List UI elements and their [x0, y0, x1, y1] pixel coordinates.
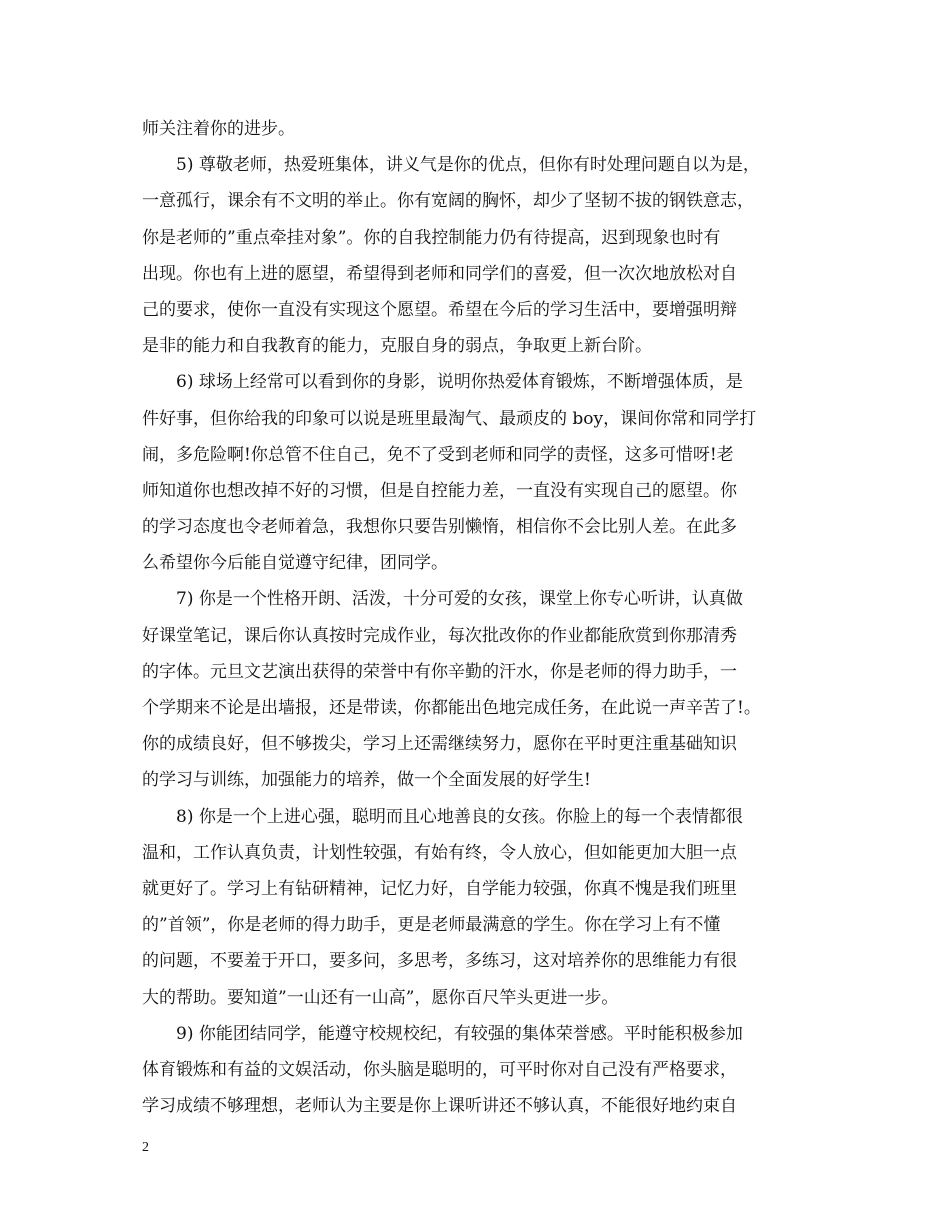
text-line: 的”首领”，你是老师的得力助手，更是老师最满意的学生。你在学习上有不懂 — [142, 915, 721, 936]
paragraph-5-first-line: 5) 尊敬老师，热爱班集体，讲义气是你的优点，但你有时处理问题自以为是， — [176, 155, 760, 176]
text-line: 的学习态度也令老师着急，我想你只要告别懒惰，相信你不会比别人差。在此多 — [142, 517, 737, 538]
text-line: 你是老师的”重点牵挂对象”。你的自我控制能力仍有待提高，迟到现象也时有 — [142, 227, 721, 248]
text-line: 的问题，不要羞于开口，要多问，多思考，多练习，这对培养你的思维能力有很 — [142, 951, 737, 972]
paragraph-9-first-line: 9) 你能团结同学，能遵守校规校纪，有较强的集体荣誉感。平时能积极参加 — [176, 1023, 743, 1044]
paragraph-6-first-line: 6) 球场上经常可以看到你的身影，说明你热爱体育锻炼，不断增强体质，是 — [176, 372, 743, 393]
text-line: 一意孤行，课余有不文明的举止。你有宽阔的胸怀，却少了坚韧不拔的钢铁意志， — [142, 191, 754, 212]
text-line: 师知道你也想改掉不好的习惯，但是自控能力差，一直没有实现自己的愿望。你 — [142, 480, 737, 501]
paragraph-7-first-line: 7) 你是一个性格开朗、活泼，十分可爱的女孩，课堂上你专心听讲，认真做 — [176, 589, 743, 610]
text-line: 好课堂笔记，课后你认真按时完成作业，每次批改你的作业都能欣赏到你那清秀 — [142, 625, 737, 646]
text-line: 的学习与训练，加强能力的培养，做一个全面发展的好学生! — [142, 770, 591, 791]
text-line: 学习成绩不够理想，老师认为主要是你上课听讲还不够认真，不能很好地约束自 — [142, 1096, 737, 1117]
text-line: 么希望你今后能自觉遵守纪律，团同学。 — [142, 553, 448, 574]
text-line: 温和，工作认真负责，计划性较强，有始有终，令人放心，但如能更加大胆一点 — [142, 842, 737, 863]
paragraph-8-first-line: 8) 你是一个上进心强，聪明而且心地善良的女孩。你脸上的每一个表情都很 — [176, 806, 743, 827]
text-line: 你的成绩良好，但不够拨尖，学习上还需继续努力，愿你在平时更注重基础知识 — [142, 734, 737, 755]
text-line: 的字体。元旦文艺演出获得的荣誉中有你辛勤的汗水，你是老师的得力助手，一 — [142, 661, 737, 682]
text-line: 个学期来不论是出墙报，还是带读，你都能出色地完成任务，在此说一声辛苦了!。 — [142, 698, 761, 718]
page-number: 2 — [142, 1140, 149, 1155]
text-line: 己的要求，使你一直没有实现这个愿望。希望在今后的学习生活中，要增强明辩 — [142, 299, 737, 320]
text-line: 师关注着你的进步。 — [142, 119, 295, 139]
text-line: 件好事，但你给我的印象可以说是班里最淘气、最顽皮的 boy，课间你常和同学打 — [142, 408, 757, 429]
text-line: 是非的能力和自我教育的能力，克服自身的弱点，争取更上新台阶。 — [142, 336, 652, 357]
body-text — [142, 111, 812, 1124]
text-line: 大的帮助。要知道”一山还有一山高”，愿你百尺竿头更进一步。 — [142, 987, 619, 1008]
text-line: 体育锻炼和有益的文娱活动，你头脑是聪明的，可平时你对自己没有严格要求， — [142, 1059, 737, 1080]
text-line: 出现。你也有上进的愿望，希望得到老师和同学们的喜爱，但一次次地放松对自 — [142, 263, 737, 284]
text-line: 就更好了。学习上有钻研精神，记忆力好，自学能力较强，你真不愧是我们班里 — [142, 878, 737, 899]
text-line: 闹，多危险啊!你总管不住自己，免不了受到老师和同学的责怪，这多可惜呀!老 — [142, 444, 734, 465]
